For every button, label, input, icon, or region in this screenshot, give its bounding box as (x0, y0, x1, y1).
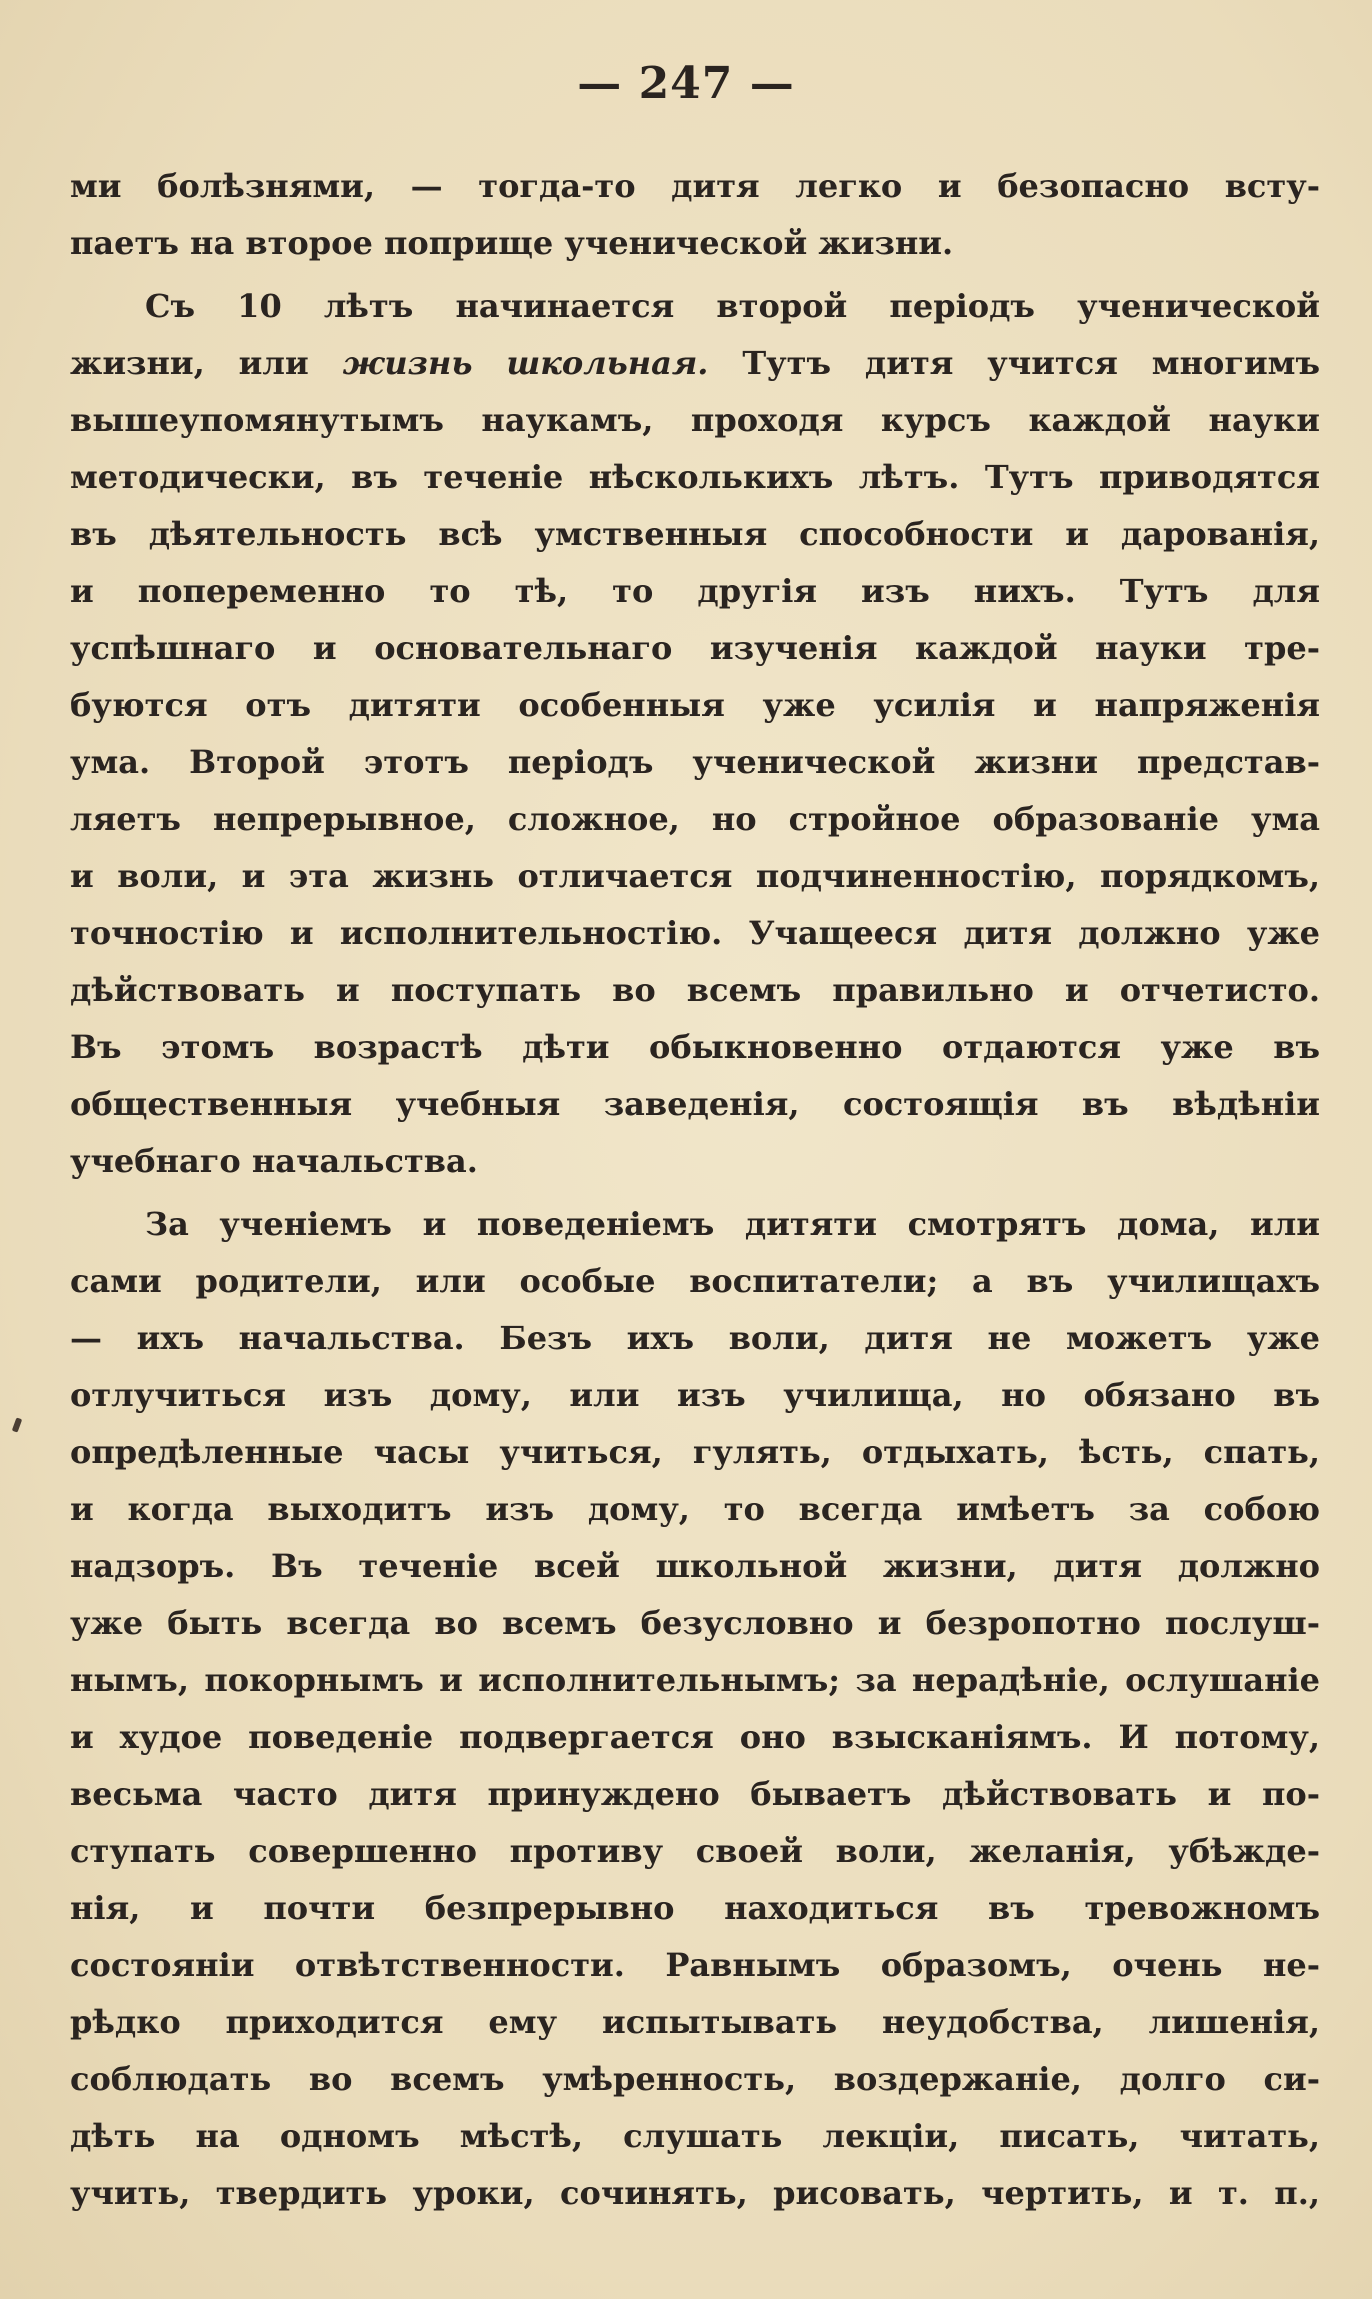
text-body (70, 158, 1320, 2222)
text-line: нымъ, покорнымъ и исполнительнымъ; за нерадѣніе, ослушаніе (70, 1661, 1320, 1699)
text-line: опредѣленные часы учиться, гулять, отдыхать, ѣсть, спать, (70, 1433, 1320, 1471)
text-line: ляетъ непрерывное, сложное, но стройное образованіе ума (70, 800, 1320, 838)
text-line: вышеупомянутымъ наукамъ, проходя курсъ каждой науки (70, 401, 1320, 439)
text-line: Въ этомъ возрастѣ дѣти обыкновенно отдаются уже въ (70, 1028, 1320, 1066)
text-line: весьма часто дитя принуждено бываетъ дѣйствовать и по- (70, 1775, 1320, 1813)
text-line: сами родители, или особые воспитатели; а въ училищахъ (70, 1262, 1320, 1300)
text-line: въ дѣятельность всѣ умственныя способности и дарованія, (70, 515, 1320, 553)
text-line: отлучиться изъ дому, или изъ училища, но обязано въ (70, 1376, 1320, 1414)
text-line: уже быть всегда во всемъ безусловно и безропотно послуш- (70, 1604, 1320, 1642)
text-line: ступать совершенно противу своей воли, желанія, убѣжде- (70, 1832, 1320, 1870)
text-line: методически, въ теченіе нѣсколькихъ лѣтъ. Тутъ приводятся (70, 458, 1320, 496)
page-number: — 247 — (577, 58, 795, 109)
text-line: и попеременно то тѣ, то другія изъ нихъ. Тутъ для (70, 572, 1320, 610)
text-line: дѣйствовать и поступать во всемъ правильно и отчетисто. (70, 971, 1320, 1009)
text-line: соблюдать во всемъ умѣренность, воздержаніе, долго си- (70, 2060, 1320, 2098)
text-line: — ихъ начальства. Безъ ихъ воли, дитя не можетъ уже (70, 1319, 1320, 1357)
text-line: нія, и почти безпрерывно находиться въ тревожномъ (70, 1889, 1320, 1927)
text-line: точностію и исполнительностію. Учащееся дитя должно уже (70, 914, 1320, 952)
text-line (70, 335, 1320, 392)
text-line: ума. Второй этотъ періодъ ученической жизни представ- (70, 743, 1320, 781)
text-line: рѣдко приходится ему испытывать неудобства, лишенія, (70, 2003, 1320, 2041)
text-line: состояніи отвѣтственности. Равнымъ образомъ, очень не- (70, 1946, 1320, 1984)
text-line: За ученіемъ и поведеніемъ дитяти смотрятъ дома, или (145, 1205, 1320, 1243)
text-line: и худое поведеніе подвергается оно взысканіямъ. И потому, (70, 1718, 1320, 1756)
text-line: надзоръ. Въ теченіе всей школьной жизни, дитя должно (70, 1547, 1320, 1585)
text-line: и когда выходитъ изъ дому, то всегда имѣетъ за собою (70, 1490, 1320, 1528)
text-line: Съ 10 лѣтъ начинается второй періодъ ученической (145, 287, 1320, 325)
text-line: и воли, и эта жизнь отличается подчиненностію, порядкомъ, (70, 857, 1320, 895)
text-line: паетъ на второе поприще ученической жизни. (70, 224, 954, 262)
margin-mark (12, 1417, 22, 1432)
text-line: дѣть на одномъ мѣстѣ, слушать лекціи, писать, читать, (70, 2117, 1320, 2155)
text-segment: Тутъ дитя учится многимъ (708, 344, 1321, 382)
text-line: общественныя учебныя заведенія, состоящія въ вѣдѣніи (70, 1085, 1320, 1123)
italic-phrase: жизнь школьная. (342, 344, 709, 382)
text-line: учебнаго начальства. (70, 1142, 478, 1180)
text-line: учить, твердить уроки, сочинять, рисовать, чертить, и т. п., (70, 2174, 1320, 2212)
text-line: ми болѣзнями, — тогда-то дитя легко и безопасно всту- (70, 167, 1320, 205)
text-line: успѣшнаго и основательнаго изученія каждой науки тре- (70, 629, 1320, 667)
text-line: буются отъ дитяти особенныя уже усилія и напряженія (70, 686, 1320, 724)
text-segment: жизни, или (70, 344, 343, 382)
